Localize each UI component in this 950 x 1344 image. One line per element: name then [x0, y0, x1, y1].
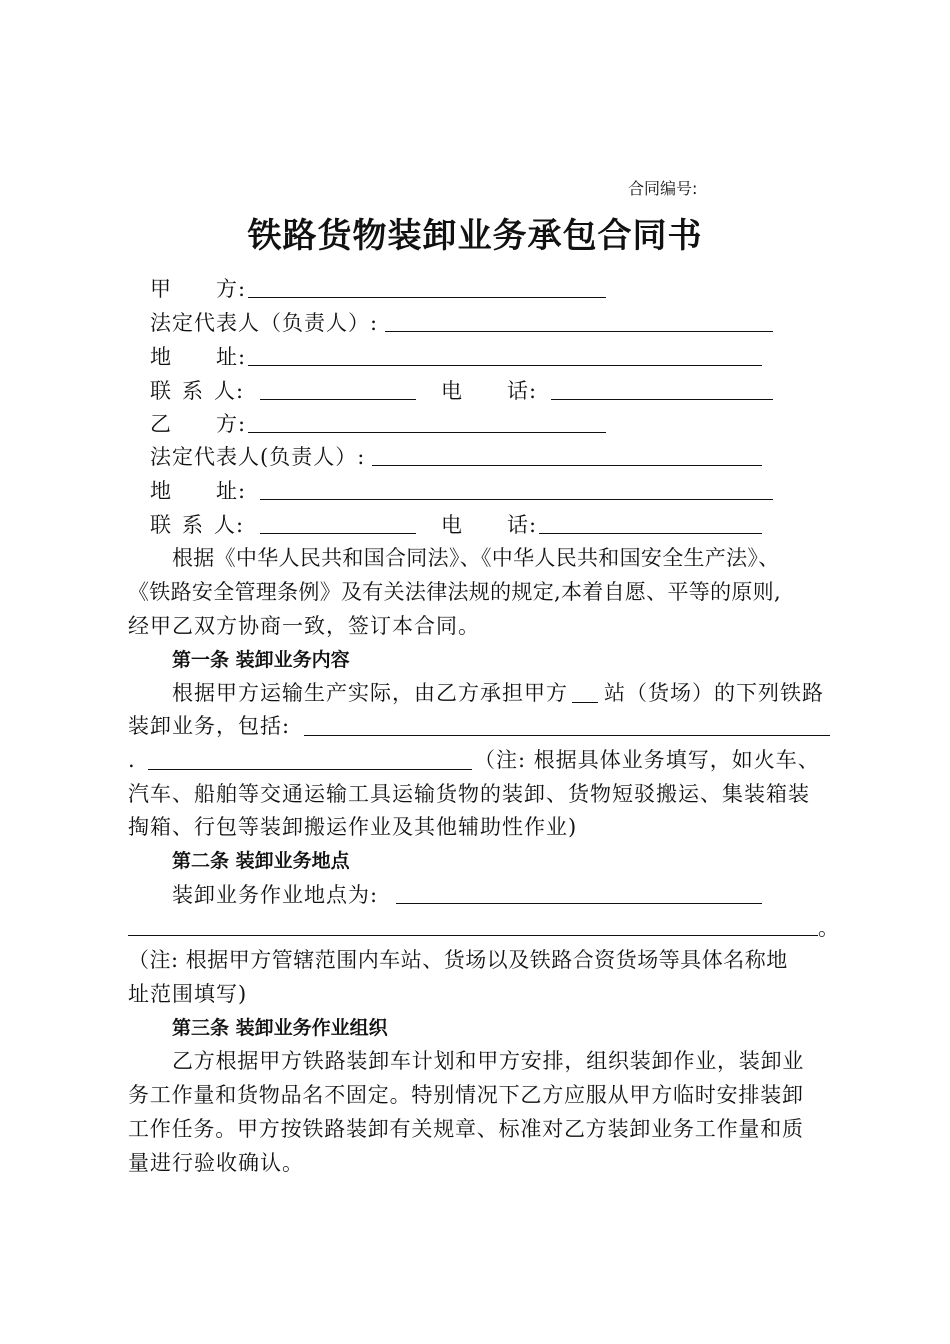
article-2-end-mark: 。 [818, 916, 840, 940]
article-1-business-field-1[interactable] [304, 735, 830, 736]
article-1-line-3-dot: . [128, 748, 136, 772]
party-a-address-label: 地 址: [150, 345, 247, 369]
party-a-legal-rep-label: 法定代表人（负责人）: [150, 311, 379, 335]
contract-number-label: 合同编号: [628, 179, 698, 198]
document-title: 铁路货物装卸业务承包合同书 [247, 216, 703, 256]
article-1-line-4: 汽车、船舶等交通运输工具运输货物的装卸、货物短驳搬运、集装箱装 [128, 782, 810, 806]
party-b-label: 乙 方: [150, 412, 247, 436]
preamble-line-1: 根据《中华人民共和国合同法》、《中华人民共和国安全生产法》、 [172, 546, 780, 570]
preamble-line-2: 《铁路安全管理条例》及有关法律法规的规定,本着自愿、平等的原则, [128, 580, 781, 604]
party-a-contact-field[interactable] [260, 399, 416, 400]
article-2-note-2: 址范围填写) [128, 982, 248, 1006]
article-2-line-1: 装卸业务作业地点为: [172, 883, 379, 907]
article-1-business-field-2[interactable] [148, 769, 472, 770]
article-2-location-field-1[interactable] [396, 903, 762, 904]
party-a-phone-label: 电 话: [441, 379, 538, 403]
article-1-line-1b: 站（货场）的下列铁路 [604, 681, 824, 705]
party-a-address-field[interactable] [248, 365, 762, 366]
article-2-note-1: （注: 根据甲方管辖范围内车站、货场以及铁路合资货场等具体名称地 [128, 948, 788, 972]
party-b-legal-rep-field[interactable] [372, 465, 762, 466]
article-1-line-1a: 根据甲方运输生产实际，由乙方承担甲方 [172, 681, 568, 705]
article-3-line-1: 乙方根据甲方铁路装卸车计划和甲方安排，组织装卸作业，装卸业 [172, 1049, 805, 1073]
party-b-phone-field[interactable] [539, 533, 762, 534]
article-1-line-3-note: （注: 根据具体业务填写，如火车、 [474, 748, 820, 772]
article-1-station-field[interactable] [572, 702, 598, 703]
party-b-address-field[interactable] [260, 499, 773, 500]
party-a-label: 甲 方: [150, 277, 247, 301]
preamble-line-3: 经甲乙双方协商一致，签订本合同。 [128, 614, 480, 638]
article-3-heading: 第三条 装卸业务作业组织 [172, 1017, 388, 1039]
party-b-address-label: 地 址: [150, 479, 247, 503]
party-b-legal-rep-label: 法定代表人(负责人）: [150, 445, 366, 469]
party-a-legal-rep-field[interactable] [385, 331, 773, 332]
article-3-line-3: 工作任务。甲方按铁路装卸有关规章、标准对乙方装卸业务工作量和质 [128, 1117, 804, 1141]
party-b-contact-label: 联 系 人: [150, 513, 245, 537]
article-1-line-2: 装卸业务，包括: [128, 714, 291, 738]
article-1-line-5: 掏箱、行包等装卸搬运作业及其他辅助性作业) [128, 815, 578, 839]
party-b-phone-label: 电 话: [441, 513, 538, 537]
article-3-line-2: 务工作量和货物品名不固定。特别情况下乙方应服从甲方临时安排装卸 [128, 1083, 804, 1107]
article-1-heading: 第一条 装卸业务内容 [172, 649, 350, 671]
article-2-heading: 第二条 装卸业务地点 [172, 850, 350, 872]
party-b-field[interactable] [248, 432, 606, 433]
article-3-line-4: 量进行验收确认。 [128, 1151, 304, 1175]
party-b-contact-field[interactable] [260, 533, 416, 534]
party-a-contact-label: 联 系 人: [150, 379, 245, 403]
party-a-field[interactable] [248, 297, 606, 298]
party-a-phone-field[interactable] [551, 399, 773, 400]
article-2-location-field-2[interactable] [128, 935, 818, 936]
